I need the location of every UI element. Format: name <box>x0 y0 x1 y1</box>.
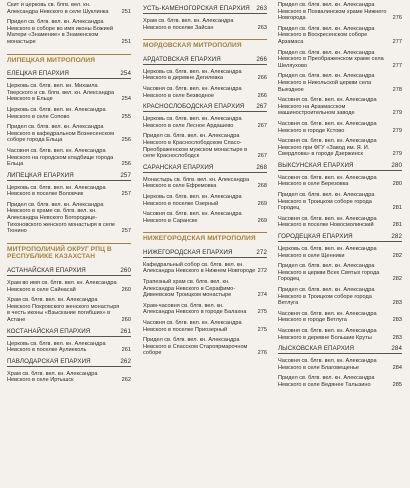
page-number: 284 <box>392 364 402 371</box>
diocese-name: АРДАТОВСКАЯ ЕПАРХИЯ <box>143 55 221 63</box>
toc-entry <box>278 375 402 388</box>
page-number: 276 <box>257 350 267 357</box>
page-number: 282 <box>392 252 402 259</box>
toc-entry <box>143 18 267 31</box>
entry-title: Часовня св. блгв. вел. кн. Александра Невского в городе Ветлуга <box>278 310 377 324</box>
page-number: 257 <box>120 171 131 179</box>
page-number: 269 <box>257 200 267 207</box>
entry-title: Часовня св. блгв. вел. кн. Александра Невского на Арзамасском машиностроительном заводе <box>278 97 377 117</box>
page-number: 275 <box>257 309 267 316</box>
toc-entry <box>7 107 131 120</box>
page-number: 276 <box>392 15 402 22</box>
page-number: 279 <box>392 110 402 117</box>
page-number: 260 <box>121 317 131 323</box>
entry-title: Придел св. блгв. вел. кн. Александра Невского в Преображенском храме села Шеляухово <box>278 49 384 69</box>
toc-entry <box>278 263 402 283</box>
toc-entry <box>143 279 267 299</box>
entry-title: Храм-часовня св. блгв. вел. кн. Александра Невского в городе Балахна <box>143 302 247 316</box>
toc-column-1 <box>7 2 131 388</box>
diocese-heading <box>7 70 131 79</box>
toc-entry <box>7 280 131 293</box>
entry-title: Часовня св. блгв. вел. кн. Александра Невского в селе Благовещенье <box>278 358 377 371</box>
diocese-name: НИЖЕГОРОДСКАЯ ЕПАРХИЯ <box>143 248 233 256</box>
diocese-name: КОСТАНАЙСКАЯ ЕПАРХИЯ <box>7 327 91 335</box>
toc-entry <box>143 177 267 190</box>
diocese-heading <box>7 358 131 367</box>
diocese-name: САРАНСКАЯ ЕПАРХИЯ <box>143 163 214 171</box>
toc-entry <box>143 86 267 99</box>
entry-title: Придел св. блгв. вел. кн. Александра Невского в селе Ведянее Талызино <box>278 375 375 388</box>
diocese-heading <box>7 172 131 181</box>
toc-entry <box>278 121 402 134</box>
page-number: 282 <box>391 233 402 241</box>
toc-entry <box>278 50 402 70</box>
entry-title: Придел св. блгв. вел. кн. Александра Невского в Краснослободском Спасо-Преображенском мужском монастыре в селе Краснослободск <box>143 133 248 160</box>
toc-column-2 <box>143 2 267 361</box>
page-number: 282 <box>392 276 402 283</box>
entry-title: Придел св. блгв. вел. кн. Александра Невского в Троицком соборе города Городец <box>278 192 375 212</box>
toc-column-3 <box>278 2 402 393</box>
page-number: 279 <box>392 151 402 158</box>
page-number: 263 <box>256 5 267 12</box>
page-number: 272 <box>256 248 267 256</box>
toc-entry <box>278 192 402 212</box>
page-number: 255 <box>121 113 131 120</box>
page-number: 278 <box>392 86 402 93</box>
diocese-heading <box>143 249 267 258</box>
page-number: 280 <box>391 161 402 169</box>
diocese-heading <box>143 5 267 14</box>
toc-entry <box>278 97 402 117</box>
entry-title: Церковь св. блгв. вел. кн. Александра Невского в селе Сопово <box>7 106 106 120</box>
entry-title: Церковь св. блгв. вел. кн. Александра Невского в поселке Аулиеколь <box>7 340 106 354</box>
page-number: 254 <box>121 96 131 103</box>
toc-entry <box>7 124 131 144</box>
page-number: 256 <box>121 137 131 144</box>
diocese-heading <box>278 233 402 242</box>
toc-entry <box>143 133 267 159</box>
page-number: 266 <box>257 75 267 82</box>
entry-title: Церковь св. блгв. вел. кн. Александра Невского в поселке Воловчик <box>7 184 106 198</box>
diocese-heading <box>7 267 131 276</box>
toc-entry <box>278 73 402 93</box>
toc-entry <box>278 311 402 324</box>
section-title: МОРДОВСКАЯ МИТРОПОЛИЯ <box>143 39 267 50</box>
diocese-heading <box>278 162 402 171</box>
page-number: 268 <box>256 163 267 171</box>
page-number: 262 <box>120 357 131 365</box>
page-number: 277 <box>392 38 402 45</box>
entry-title: Придел св. блгв. вел. кн. Александра Невского в соборе во имя иконы Божией Матери «Знамение» в Знаменском монастыре <box>7 19 114 45</box>
page-number: 254 <box>120 70 131 78</box>
diocese-heading <box>143 56 267 65</box>
entry-title: Придел св. блгв. вел. кн. Александра Невского в кафедральном Вознесенском соборе города Ельца <box>7 124 114 144</box>
toc-entry <box>7 19 131 45</box>
entry-title: Придел св. блгв. вел. кн. Александра Невского в Воскресенском соборе Арзамаса <box>278 25 375 45</box>
page-number: 284 <box>391 345 402 353</box>
toc-entry <box>7 83 131 103</box>
page-number: 261 <box>120 327 131 335</box>
page-number: 257 <box>121 228 131 235</box>
page-number: 267 <box>257 122 267 129</box>
entry-title: Церковь св. блгв. вел. кн. Александра Невского в деревне Дегилевка <box>143 68 242 82</box>
page-number: 266 <box>256 55 267 63</box>
toc-entry <box>278 138 402 158</box>
page-number: 257 <box>121 191 131 198</box>
entry-title: Часовня св. блгв. вел. кн. Александра Невского в деревне Большие Круты <box>278 327 377 341</box>
toc-entry <box>7 341 131 354</box>
entry-title: Часовня св. блгв. вел. кн. Александра Невского в селе Безводное <box>143 85 242 99</box>
diocese-name: АСТАНАЙСКАЯ ЕПАРХИЯ <box>7 267 86 275</box>
page-number: 283 <box>392 317 402 324</box>
entry-title: Храм во имя св. блгв. вел. кн. Александра Невского в селе Сайнасай <box>7 280 117 293</box>
page-number: 268 <box>257 183 267 190</box>
toc-entry <box>143 116 267 129</box>
entry-title: Трапезный храм св. блгв. вел. кн. Александра Невского в Серафимо-Дивеевском Троицком монастыре <box>143 279 236 299</box>
entry-title: Храм св. блгв. вел. кн. Александра Невского Покровского женского монастыря в честь иконы «Взыскание погибших» в Астане <box>7 297 120 323</box>
page-number: 262 <box>121 377 131 384</box>
toc-entry <box>143 320 267 333</box>
page-number: 251 <box>121 8 131 15</box>
entry-title: Часовня св. блгв. вел. кн. Александра Невского при ФГУ «Завод им. Я. И. Свердлова» в городе Дзержинск <box>278 138 377 158</box>
entry-title: Часовня св. блгв. вел. кн. Александра Невского в поселке Приозерный <box>143 320 242 333</box>
page-number: 279 <box>392 127 402 134</box>
toc-entry <box>278 175 402 188</box>
toc-entry <box>278 2 402 22</box>
page-number: 256 <box>121 161 131 168</box>
diocese-name: КРАСНОСЛОБОДСКАЯ ЕПАРХИЯ <box>143 103 245 111</box>
diocese-heading <box>7 328 131 337</box>
entry-title: Придел св. блгв. вел. кн. Александра Невского в Троицком соборе города Ветлуга <box>278 287 375 307</box>
toc-entry <box>278 26 402 46</box>
page-number: 277 <box>392 62 402 69</box>
page-number: 269 <box>257 217 267 224</box>
entry-title: Церковь св. блгв. вел. кн. Александра Невского в селе Лесное Ардашево <box>143 116 242 129</box>
toc-entry <box>278 246 402 259</box>
entry-title: Церковь св. блгв. вел. кн. Михаила Тверского и св. блгв. вел. кн. Александра Невского в Ельце <box>7 83 115 103</box>
page-number: 280 <box>392 181 402 188</box>
toc-entry <box>7 148 131 168</box>
diocese-name: ЛЫСКОВСКАЯ ЕПАРХИЯ <box>278 345 355 353</box>
toc-entry <box>278 328 402 341</box>
diocese-heading <box>143 103 267 112</box>
entry-title: Скит и церковь св. блгв. вел. кн. Александра Невского в селе Шуклинка <box>7 2 109 15</box>
toc-entry <box>143 69 267 82</box>
diocese-name: ЕЛЕЦКАЯ ЕПАРХИЯ <box>7 70 69 78</box>
toc-entry <box>143 194 267 207</box>
section-title: МИТРОПОЛИЧИЙ ОКРУГ РПЦ В РЕСПУБЛИКЕ КАЗАХСТАН <box>7 243 131 261</box>
page-number: 281 <box>392 205 402 212</box>
page-number: 263 <box>257 24 267 31</box>
page-number: 267 <box>257 153 267 160</box>
page-number: 285 <box>392 381 402 388</box>
diocese-name: ВЫКСУНСКАЯ ЕПАРХИЯ <box>278 161 354 169</box>
entry-title: Храм св. блгв. вел. кн. Александра Невского в поселке Зайсан <box>143 18 234 31</box>
entry-title: Часовня св. блгв. вел. кн. Александра Невского в Саранске <box>143 211 242 224</box>
section-title: НИЖЕГОРОДСКАЯ МИТРОПОЛИЯ <box>143 232 267 243</box>
toc-entry <box>7 2 131 15</box>
diocese-heading <box>143 164 267 173</box>
diocese-name: ЛИПЕЦКАЯ ЕПАРХИЯ <box>7 171 74 179</box>
entry-title: Монастырь св. блгв. вел. кн. Александра Невского в селе Ефремовка <box>143 176 250 190</box>
page-number: 261 <box>121 347 131 354</box>
toc-entry <box>7 297 131 323</box>
entry-title: Придел св. блгв. вел. кн. Александра Невского в Спасском Староярмарочном соборе <box>143 337 248 357</box>
toc-entry <box>278 216 402 229</box>
entry-title: Часовня св. блгв. вел. кн. Александра Невского в городе Кстово <box>278 120 377 134</box>
toc-entry <box>143 337 267 357</box>
toc-entry <box>278 287 402 307</box>
entry-title: Часовня св. блгв. вел. кн. Александра Невского в поселке Новосмолинский <box>278 215 377 229</box>
toc-entry <box>7 371 131 384</box>
entry-title: Храм св. блгв. вел. кн. Александра Невского в селе Иртышск <box>7 370 98 384</box>
diocese-heading <box>278 345 402 354</box>
toc-entry <box>7 185 131 198</box>
page-number: 281 <box>392 222 402 229</box>
diocese-name: УСТЬ-КАМЕНОГОРСКАЯ ЕПАРХИЯ <box>143 5 250 12</box>
entry-title: Придел св. блгв. вел. кн. Александра Невского в церкви Всех Святых города Городец <box>278 263 380 283</box>
page-number: 275 <box>257 326 267 333</box>
entry-title: Кафедральный собор св. блгв. вел. кн. Александра Невского в Нижнем Новгороде <box>143 261 256 275</box>
page-number: 260 <box>120 267 131 275</box>
page-number: 283 <box>392 300 402 307</box>
toc-entry <box>278 358 402 371</box>
page-number: 283 <box>392 334 402 341</box>
diocese-name: ПАВЛОДАРСКАЯ ЕПАРХИЯ <box>7 357 91 365</box>
toc-entry <box>7 202 131 235</box>
entry-title: Церковь св. блгв. вел. кн. Александра Невского в поселке Озерный <box>143 193 242 207</box>
entry-title: Придел св. блгв. вел. кн. Александра Невского в Похвалинском храме Нижнего Новгорода <box>278 2 387 22</box>
page-number: 272 <box>257 268 267 275</box>
page-number: 274 <box>257 292 267 299</box>
diocese-name: ГОРОДЕЦКАЯ ЕПАРХИЯ <box>278 233 353 241</box>
entry-title: Часовня св. блгв. вел. кн. Александра Невского в селе Березовка <box>278 174 377 188</box>
entry-title: Церковь св. блгв. вел. кн. Александра Невского в селе Щенники <box>278 246 377 259</box>
toc-entry <box>143 211 267 224</box>
toc-entry <box>143 303 267 316</box>
entry-title: Придел св. блгв. вел. кн. Александра Невского в Никольской церкви села Выездное <box>278 73 375 93</box>
toc-entry <box>143 262 267 275</box>
entry-title: Придел св. блгв. вел. кн. Александра Невского в храме св. блгв. вел. кн. Александра Невского Богородице-Тихоновского женского монастыря в селе Тюнино <box>7 201 115 235</box>
entry-title: Часовня св. блгв. вел. кн. Александра Невского на городском кладбище города Ельца <box>7 147 114 168</box>
section-title: ЛИПЕЦКАЯ МИТРОПОЛИЯ <box>7 54 131 65</box>
page-number: 266 <box>257 92 267 99</box>
page-number: 251 <box>121 38 131 45</box>
page-number: 267 <box>256 103 267 111</box>
page-number: 260 <box>121 286 131 293</box>
